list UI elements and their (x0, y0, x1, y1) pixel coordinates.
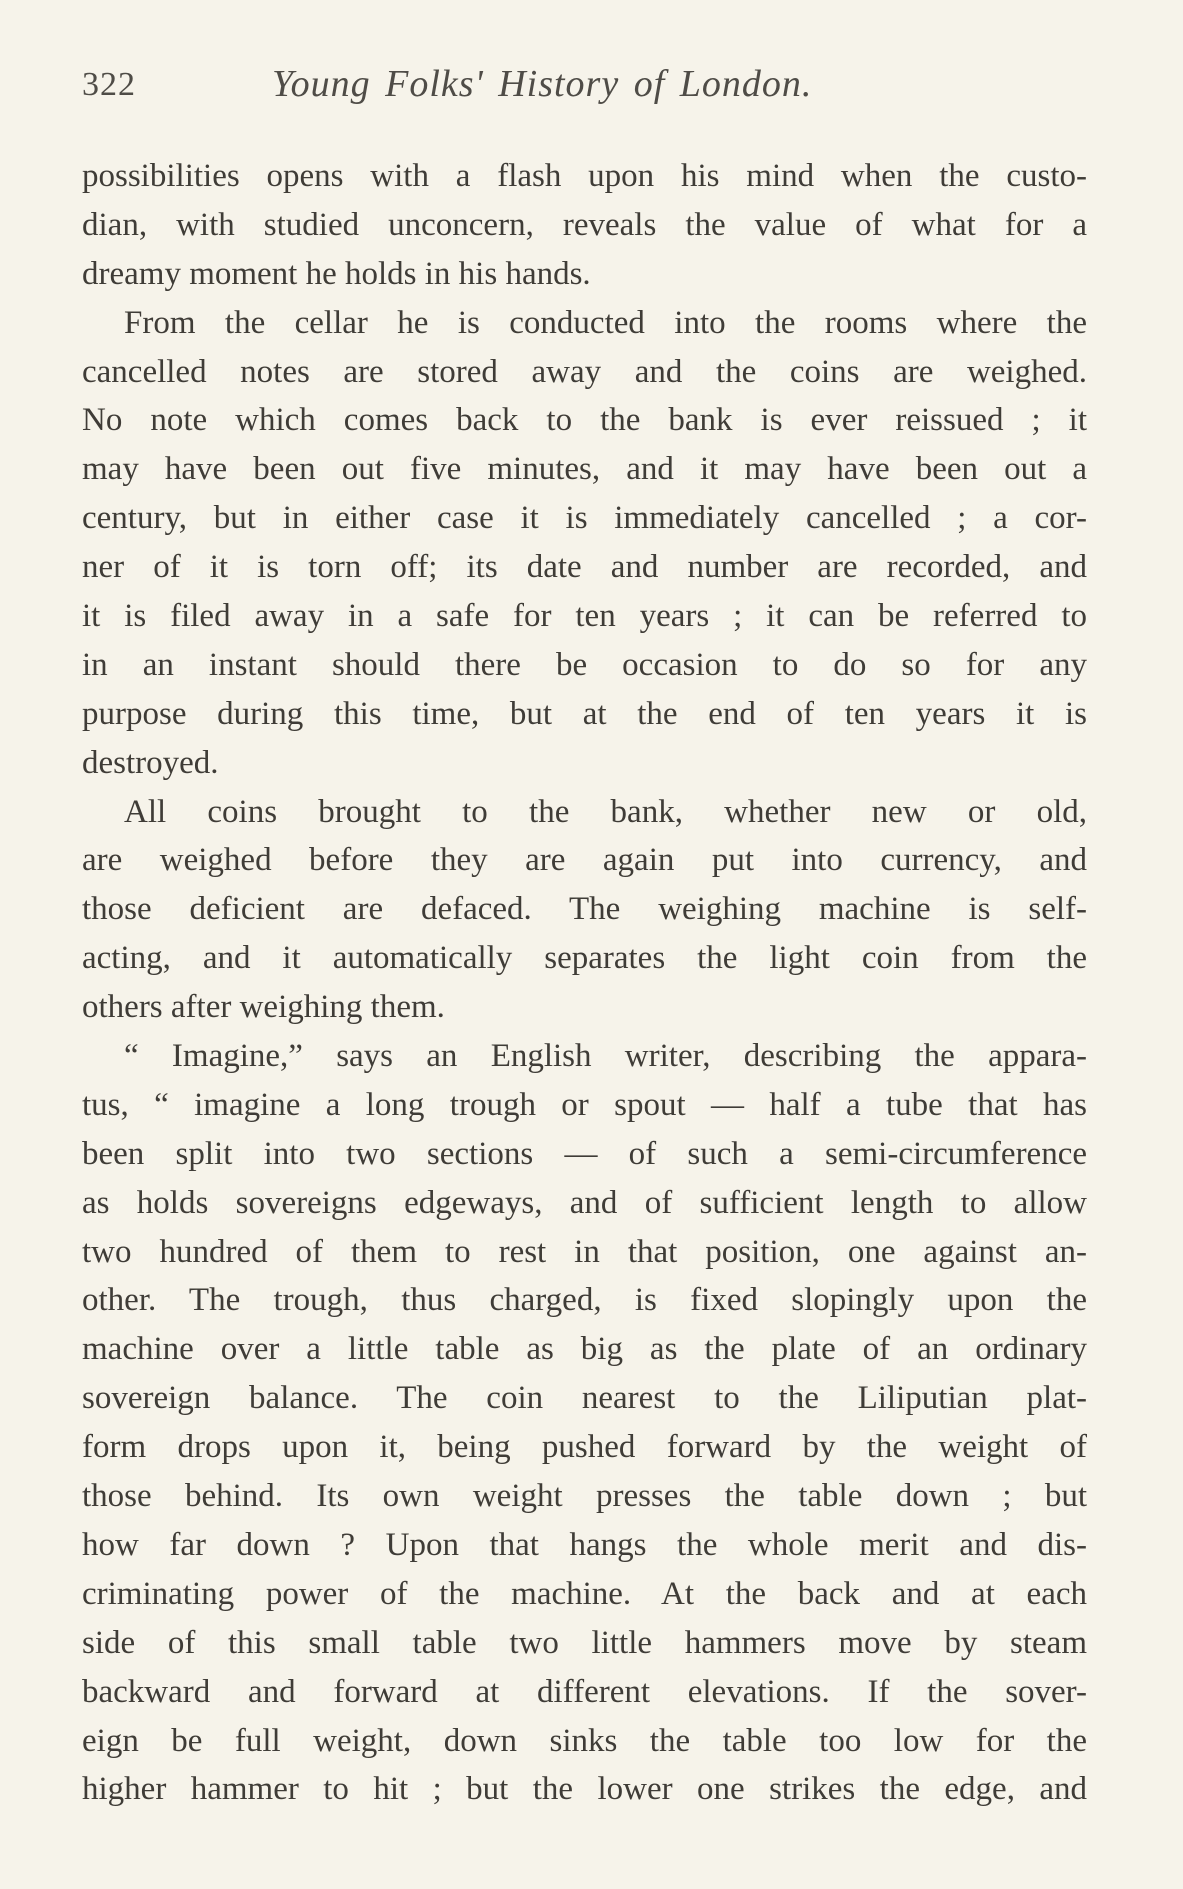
text-line: century, but in either case it is immediately cancelled ; a cor- (82, 500, 1087, 537)
body-text (82, 152, 1087, 1814)
text-line: No note which comes back to the bank is ever reissued ; it (82, 402, 1087, 439)
text-line: destroyed. (82, 744, 219, 781)
text-line: those behind. Its own weight presses the table down ; but (82, 1478, 1087, 1515)
text-line: purpose during this time, but at the end of ten years it is (82, 695, 1087, 732)
text-line: machine over a little table as big as the plate of an ordinary (82, 1331, 1087, 1368)
text-line: higher hammer to hit ; but the lower one strikes the edge, and (82, 1771, 1087, 1808)
text-line: other. The trough, thus charged, is fixed slopingly upon the (82, 1282, 1087, 1319)
text-line: All coins brought to the bank, whether new or old, (124, 793, 1087, 830)
text-line: may have been out five minutes, and it may have been out a (82, 451, 1087, 488)
text-line: dreamy moment he holds in his hands. (82, 255, 591, 292)
text-line: criminating power of the machine. At the back and at each (82, 1575, 1087, 1612)
text-line: backward and forward at different elevations. If the sover- (82, 1673, 1087, 1710)
text-line: it is filed away in a safe for ten years ; it can be referred to (82, 598, 1087, 635)
page-number: 322 (82, 66, 136, 103)
text-line: side of this small table two little hammers move by steam (82, 1624, 1087, 1661)
text-line: dian, with studied unconcern, reveals the value of what for a (82, 206, 1087, 243)
text-line: acting, and it automatically separates the light coin from the (82, 940, 1087, 977)
text-line: “ Imagine,” says an English writer, describing the appara- (124, 1038, 1087, 1075)
text-line: cancelled notes are stored away and the coins are weighed. (82, 353, 1087, 390)
text-line: tus, “ imagine a long trough or spout — half a tube that has (82, 1086, 1087, 1123)
running-title: Young Folks' History of London. (272, 63, 813, 105)
text-line: possibilities opens with a flash upon his mind when the custo- (82, 158, 1087, 194)
text-line: those deficient are defaced. The weighing machine is self- (82, 891, 1087, 928)
running-head (82, 62, 1082, 112)
text-line: ner of it is torn off; its date and number are recorded, and (82, 549, 1087, 586)
text-line: From the cellar he is conducted into the rooms where the (124, 304, 1087, 341)
text-line: as holds sovereigns edgeways, and of sufficient length to allow (82, 1184, 1087, 1221)
text-line: form drops upon it, being pushed forward by the weight of (82, 1429, 1087, 1466)
text-line: been split into two sections — of such a semi-circumference (82, 1135, 1087, 1172)
text-line: eign be full weight, down sinks the table too low for the (82, 1722, 1087, 1759)
text-line: how far down ? Upon that hangs the whole merit and dis- (82, 1526, 1087, 1563)
text-line: sovereign balance. The coin nearest to the Liliputian plat- (82, 1380, 1087, 1417)
text-line: two hundred of them to rest in that position, one against an- (82, 1233, 1087, 1270)
text-line: are weighed before they are again put into currency, and (82, 842, 1087, 879)
text-line: in an instant should there be occasion to do so for any (82, 646, 1087, 683)
text-line: others after weighing them. (82, 989, 445, 1026)
